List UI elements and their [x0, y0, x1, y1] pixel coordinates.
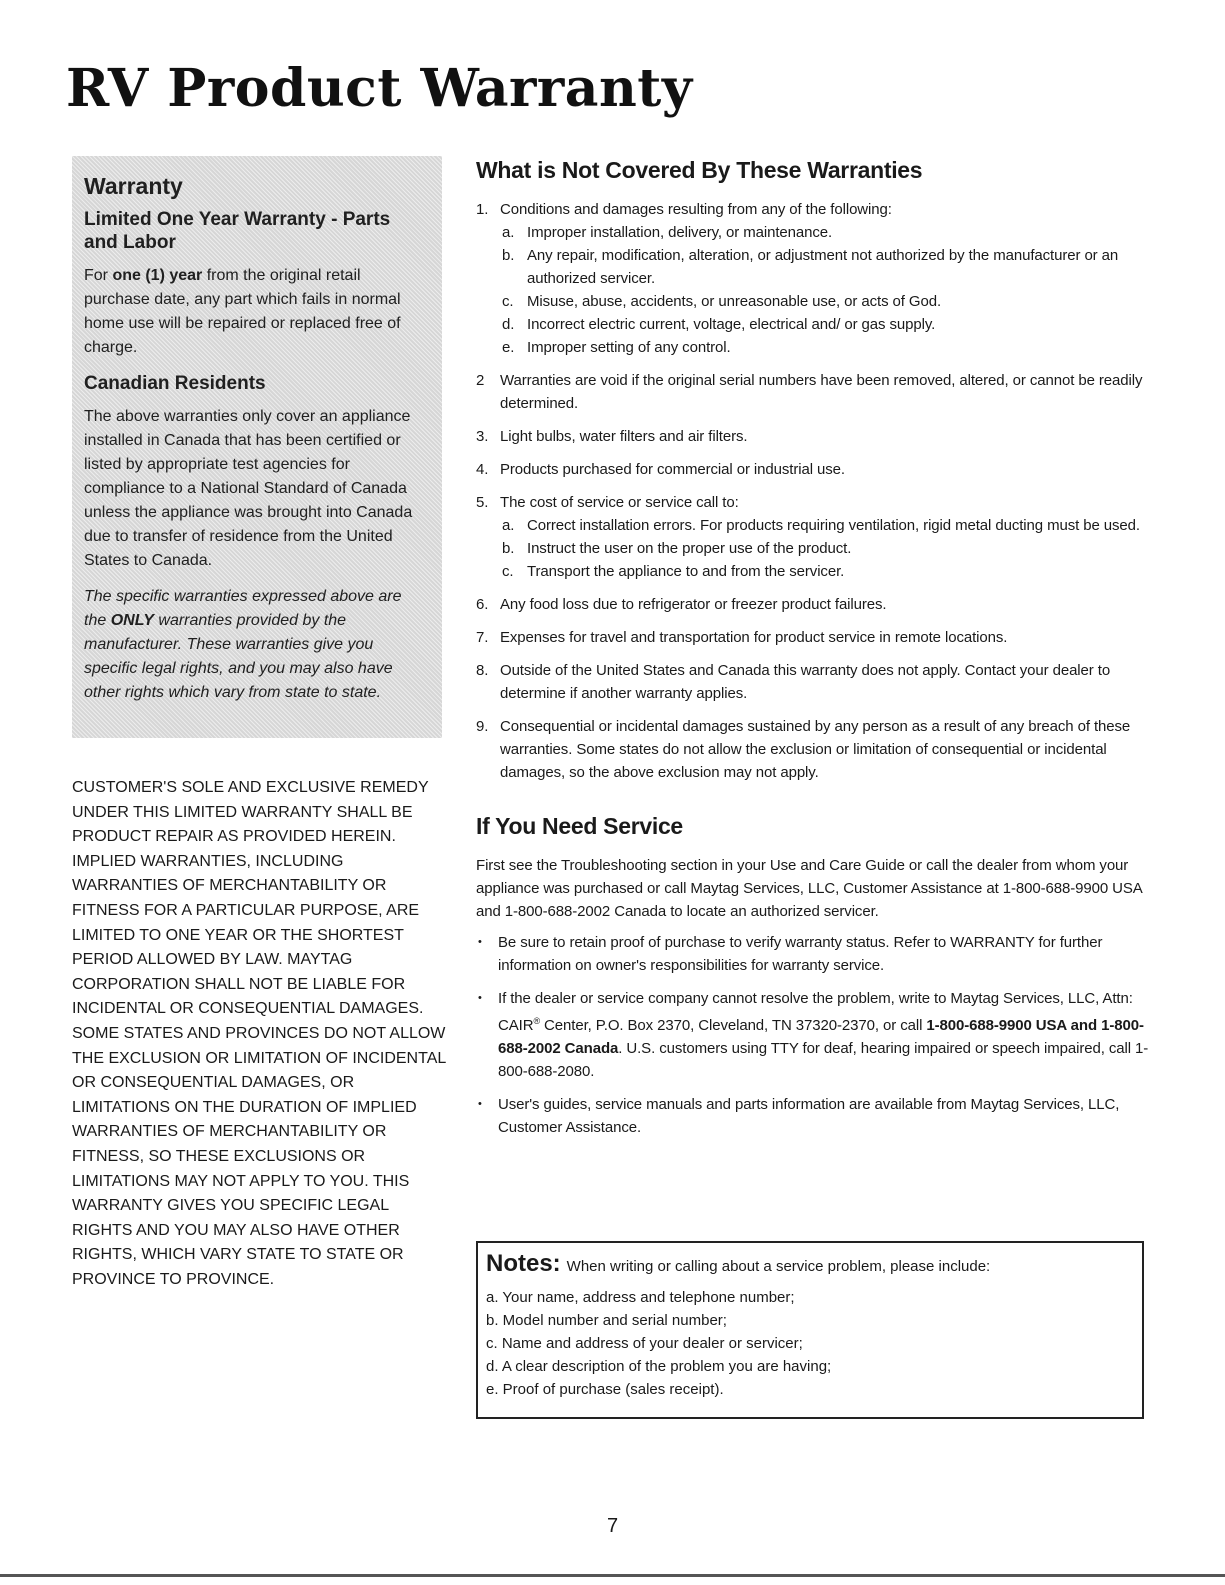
list-item-text: Outside of the United States and Canada this warranty does not apply. Contact your dealer to determine if another warranty applies. [500, 662, 1111, 702]
bullet-icon: • [478, 936, 482, 948]
list-item: • User's guides, service manuals and parts information are available from Maytag Services, LLC, Customer Assistance. [476, 1093, 1166, 1139]
sub-list-text: Improper installation, delivery, or maintenance. [527, 224, 833, 241]
list-item [476, 593, 1166, 616]
not-covered-title: What is Not Covered By These Warranties [476, 157, 923, 183]
list-item-text: Consequential or incidental damages sustained by any person as a result of any breach of these warranties. Some states do not allow the exclusion or limitation of consequential or incidental damages, so the above exclusion may not apply. [500, 718, 1131, 781]
sub-list-text: Any repair, modification, alteration, or adjustment not authorized by the manufacturer or an authorized servicer. [527, 247, 1119, 287]
notes-label: Notes: [486, 1250, 561, 1277]
service-bullets [476, 931, 1166, 1139]
list-item-text: Conditions and damages resulting from any of the following: [500, 201, 892, 218]
warranty-disclaimer: The specific warranties expressed above are the ONLY warranties provided by the manufacturer. These warranties give you specific legal rights, and you may also have other rights which vary from state to state. [84, 588, 402, 701]
list-item: • If the dealer or service company cannot resolve the problem, write to Maytag Services, LLC, Attn: CAIR® Center, P.O. Box 2370, Cleveland, TN 37320-2370, or call 1-800-688-9900 USA and 1-800-688-2002 Canada. U.S. customers using TTY for deaf, hearing impaired or speech impaired, call 1-800-688-2080. [476, 987, 1166, 1083]
sub-list-letter: b. [502, 540, 515, 557]
sub-list-letter: e. [502, 339, 515, 356]
right-column [476, 156, 1166, 1149]
canadian-residents-heading: Canadian Residents [84, 373, 266, 394]
sub-list-item [500, 560, 1166, 583]
bullet-icon: • [478, 1098, 482, 1110]
notes-header [486, 1249, 1134, 1282]
sub-list-letter: b. [502, 247, 515, 264]
list-item: • Be sure to retain proof of purchase to verify warranty status. Refer to WARRANTY for further information on owner's responsibilities for warranty service. [476, 931, 1166, 977]
list-item [476, 425, 1166, 448]
sub-list-text: Transport the appliance to and from the servicer. [527, 563, 845, 580]
list-number: 6. [476, 596, 489, 613]
list-item-text: Any food loss due to refrigerator or freezer product failures. [500, 596, 887, 613]
list-item-text: Light bulbs, water filters and air filters. [500, 428, 748, 445]
list-number: 8. [476, 662, 489, 679]
warranty-heading: Warranty [84, 173, 183, 199]
list-number: 2 [476, 372, 485, 389]
list-item-text: Expenses for travel and transportation for product service in remote locations. [500, 629, 1008, 646]
sub-list-letter: a. [502, 224, 515, 241]
sub-list [500, 514, 1166, 583]
sub-list-item [500, 336, 1166, 359]
list-item [476, 659, 1166, 705]
page-number: 7 [606, 1515, 619, 1537]
list-item [476, 369, 1166, 415]
notes-list [486, 1286, 1134, 1401]
notes-box [476, 1241, 1144, 1419]
limited-warranty-heading: Limited One Year Warranty - Parts and Labor [84, 209, 391, 253]
sub-list-letter: a. [502, 517, 515, 534]
service-intro: First see the Troubleshooting section in your Use and Care Guide or call the dealer from whom your appliance was purchased or call Maytag Services, LLC, Customer Assistance at 1-800-688-9900 USA and 1-800-688-2002 Canada to locate an authorized servicer. [476, 857, 1142, 920]
notes-item: a. Your name, address and telephone number; [486, 1289, 795, 1306]
sub-list-text: Incorrect electric current, voltage, electrical and/ or gas supply. [527, 316, 936, 333]
list-item [476, 626, 1166, 649]
list-item [476, 715, 1166, 784]
sub-list-item [500, 221, 1166, 244]
notes-item: b. Model number and serial number; [486, 1312, 727, 1329]
sub-list-letter: c. [502, 563, 514, 580]
list-item-text: The cost of service or service call to: [500, 494, 739, 511]
list-number: 3. [476, 428, 489, 445]
sub-list-item [500, 514, 1166, 537]
sub-list-item [500, 290, 1166, 313]
sub-list-letter: c. [502, 293, 514, 310]
limited-warranty-text: For one (1) year from the original retail purchase date, any part which fails in normal home use will be repaired or replaced free of charge. [84, 267, 401, 356]
sub-list-item [500, 244, 1166, 290]
not-covered-list [476, 198, 1166, 784]
list-number: 4. [476, 461, 489, 478]
list-number: 5. [476, 494, 489, 511]
sub-list-text: Correct installation errors. For products requiring ventilation, rigid metal ducting must be used. [527, 517, 1140, 534]
list-item-text: Warranties are void if the original serial numbers have been removed, altered, or cannot be readily determined. [500, 372, 1143, 412]
sub-list [500, 221, 1166, 359]
sub-list-text: Improper setting of any control. [527, 339, 731, 356]
notes-item: e. Proof of purchase (sales receipt). [486, 1381, 724, 1398]
sub-list-item [500, 537, 1166, 560]
notes-intro: When writing or calling about a service problem, please include: [566, 1258, 991, 1275]
list-number: 1. [476, 201, 489, 218]
list-item [476, 491, 1166, 583]
sub-list-item [500, 313, 1166, 336]
warranty-box [72, 156, 442, 738]
bottom-rule [0, 1574, 1225, 1577]
canadian-residents-text: The above warranties only cover an appliance installed in Canada that has been certified or listed by appropriate test agencies for compliance to a National Standard of Canada unless the appliance was brought into Canada due to transfer of residence from the United States to Canada. [84, 408, 413, 569]
bullet-icon: • [478, 992, 482, 1004]
sub-list-letter: d. [502, 316, 515, 333]
list-number: 9. [476, 718, 489, 735]
service-title: If You Need Service [476, 813, 683, 839]
page-title: RV Product Warranty [66, 58, 693, 119]
notes-item: c. Name and address of your dealer or servicer; [486, 1335, 803, 1352]
list-number: 7. [476, 629, 489, 646]
list-item-text: Products purchased for commercial or industrial use. [500, 461, 845, 478]
list-item [476, 198, 1166, 359]
sub-list-text: Instruct the user on the proper use of the product. [527, 540, 852, 557]
sub-list-text: Misuse, abuse, accidents, or unreasonable use, or acts of God. [527, 293, 942, 310]
list-item [476, 458, 1166, 481]
exclusive-remedy-paragraph: CUSTOMER'S SOLE AND EXCLUSIVE REMEDY UNDER THIS LIMITED WARRANTY SHALL BE PRODUCT REPAIR AS PROVIDED HEREIN. IMPLIED WARRANTIES, INCLUDING WARRANTIES OF MERCHANTABILITY OR FITNESS FOR A PARTICULAR PURPOSE, ARE LIMITED TO ONE YEAR OR THE SHORTEST PERIOD ALLOWED BY LAW. MAYTAG CORPORATION SHALL NOT BE LIABLE FOR INCIDENTAL OR CONSEQUENTIAL DAMAGES. SOME STATES AND PROVINCES DO NOT ALLOW THE EXCLUSION OR LIMITATION OF INCIDENTAL OR CONSEQUENTIAL DAMAGES, OR LIMITATIONS ON THE DURATION OF IMPLIED WARRANTIES OF MERCHANTABILITY OR FITNESS, SO THESE EXCLUSIONS OR LIMITATIONS MAY NOT APPLY TO YOU. THIS WARRANTY GIVES YOU SPECIFIC LEGAL RIGHTS AND YOU MAY ALSO HAVE OTHER RIGHTS, WHICH VARY STATE TO STATE OR PROVINCE TO PROVINCE. [72, 779, 446, 1288]
notes-item: d. A clear description of the problem you are having; [486, 1358, 832, 1375]
